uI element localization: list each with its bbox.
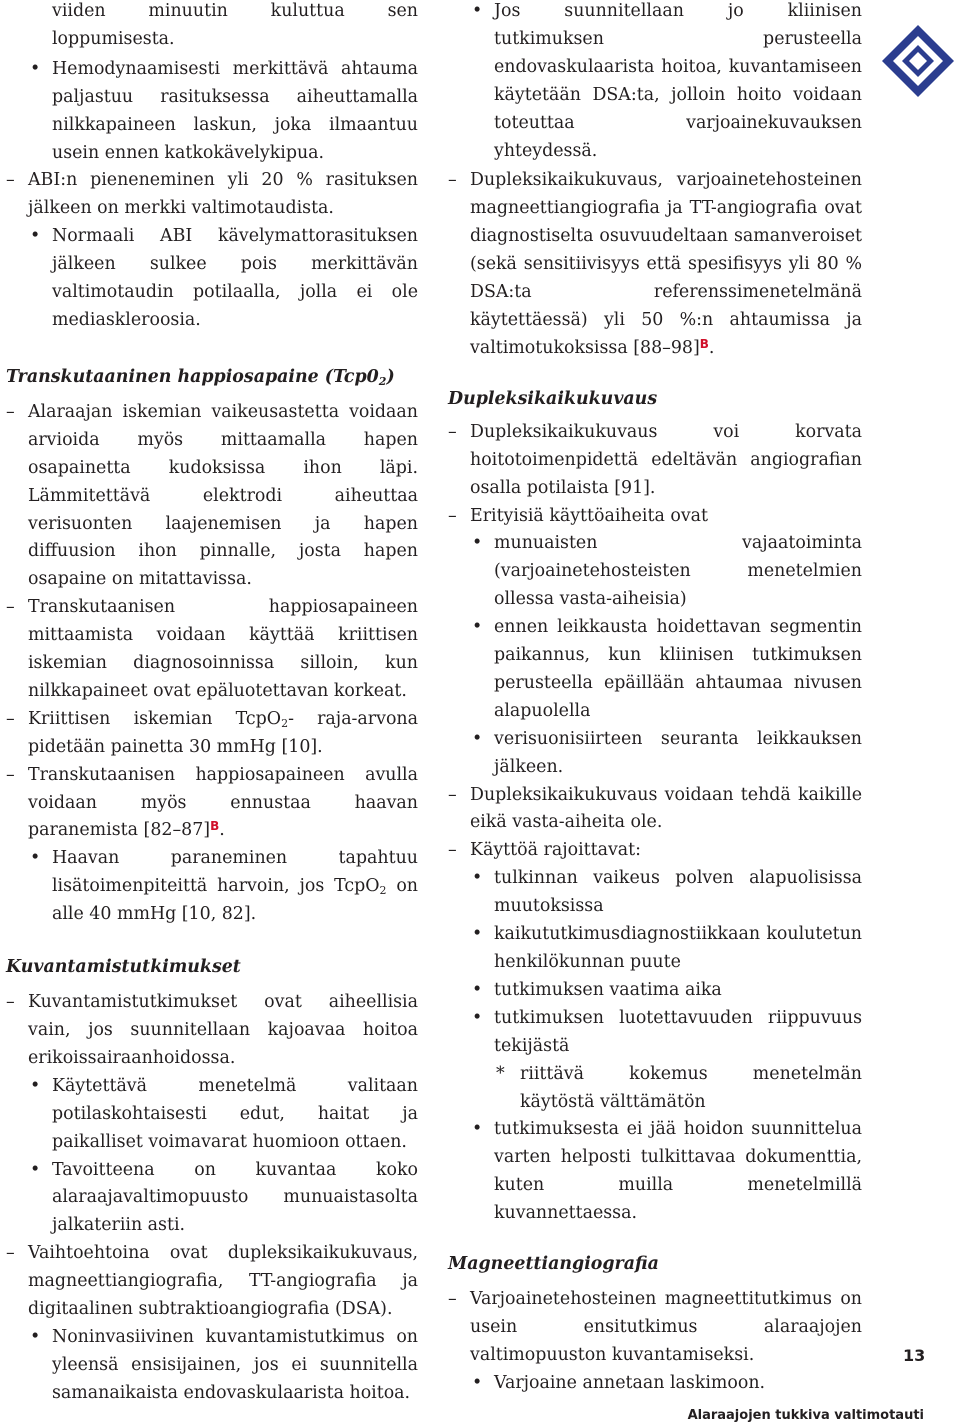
evidence-level-badge: B bbox=[699, 336, 709, 351]
dash-item: – Transkutaanisen happiosapaineen avulla voidaan myös ennustaa haavan paranemista [82–87]$^B$. bbox=[6, 764, 418, 841]
section-heading-mra: Magneettiangiografia bbox=[448, 1254, 659, 1275]
bullet-item: • Jos suunnitellaan jo kliinisen tutkimuksen perusteella endovaskulaarista hoitoa, kuvantamiseen käytetään DSA:ta, jolloin hoito voidaan toteuttaa varjoainekuvauksen yhteydessä. bbox=[472, 1, 862, 161]
running-title: Alaraajojen tukkiva valtimotauti bbox=[687, 1408, 924, 1423]
bullet-item: • munuaisten vajaatoiminta (varjoainetehosteisten menetelmien ollessa vasta-aiheisia) bbox=[472, 533, 862, 610]
bullet-item: • tutkimuksen luotettavuuden riippuvuus tekijästä bbox=[472, 1007, 862, 1056]
section-heading-imaging: Kuvantamistutkimukset bbox=[6, 957, 241, 978]
bullet-item: • Normaali ABI kävelymattorasituksen jälkeen sulkee pois merkittävän valtimotaudin potilaalla, jolla ei ole mediaskleroosia. bbox=[30, 226, 418, 330]
right-column bbox=[448, 0, 862, 1398]
bullet-item: • tutkimuksesta ei jää hoidon suunnittelua varten helposti tulkittavaa dokumenttia, kuten muilla menetelmillä kuvannettaessa. bbox=[472, 1119, 862, 1224]
dash-item: – Käyttöä rajoittavat: bbox=[448, 840, 642, 861]
bullet-item: • Noninvasiivinen kuvantamistutkimus on yleensä ensisijainen, jos ei suunnitella samanaikaista endovaskulaarista hoitoa. bbox=[30, 1326, 418, 1403]
diamond-logo-icon bbox=[881, 24, 955, 98]
bullet-item: • verisuonisiirteen seuranta leikkauksen jälkeen. bbox=[472, 728, 862, 777]
bullet-item: • tutkimuksen vaatima aika bbox=[472, 979, 722, 1000]
bullet-item: • tulkinnan vaikeus polven alapuolisissa muutoksissa bbox=[472, 868, 862, 917]
dash-item: – Dupleksikaikukuvaus, varjoainetehosteinen magneettiangiografia ja TT-angiografia ovat diagnostiselta osuvuudeltaan samanveroiset (sekä sensitiivisyys että spesifisyys yli 80 % DSA:ta referenssimenetelmänä käytettäessä) yli 50 %:n ahtaumissa ja valtimotukoksissa [88–98]$^B$. bbox=[448, 170, 862, 358]
bullet-item: • Käytettävä menetelmä valitaan potilaskohtaisesti edut, haitat ja paikalliset voimavarat huomioon ottaen. bbox=[30, 1075, 418, 1152]
bullet-item: • Hemodynaamisesti merkittävä ahtauma paljastuu rasituksessa aiheuttamalla nilkkapaineen laskun, joka ilmaantuu usein ennen katkokävelykipua. bbox=[30, 58, 418, 163]
dash-item: – Vaihtoehtoina ovat dupleksikaikukuvaus, magneettiangiografia, TT-angiografia ja digitaalinen subtraktioangiografia (DSA). bbox=[6, 1243, 418, 1320]
bullet-item: • ennen leikkausta hoidettavan segmentin paikannus, kun kliinisen tutkimuksen perusteella epäillään ahtaumaa nivusen alapuolella bbox=[472, 617, 862, 721]
bullet-item: • Haavan paraneminen tapahtuu lisätoimenpiteittä harvoin, jos TcpO$_2$ on alle 40 mmHg [10, 82]. bbox=[30, 848, 418, 925]
dash-item: – Kuvantamistutkimukset ovat aiheellisia vain, jos suunnitellaan kajoavaa hoitoa erikoissairaanhoidossa. bbox=[6, 992, 418, 1068]
bullet-item: • Varjoaine annetaan laskimoon. bbox=[472, 1372, 766, 1393]
section-heading-duplex: Dupleksikaikukuvaus bbox=[448, 388, 658, 409]
dash-item: – Kriittisen iskemian TcpO$_2$- raja-arvona pidetään painetta 30 mmHg [10]. bbox=[6, 708, 418, 757]
section-heading-tcpo2: Transkutaaninen happiosapaine $(Tcp0_2)$ bbox=[6, 366, 395, 388]
dash-item: – Erityisiä käyttöaiheita ovat bbox=[448, 505, 709, 526]
left-column bbox=[6, 0, 418, 1408]
dash-item: – Transkutaanisen happiosapaineen mittaamista voidaan käyttää kriittisen iskemian diagnosoinnissa silloin, kun nilkkapaineet ovat epäluotettavan korkeat. bbox=[6, 597, 418, 701]
dash-item: – Dupleksikaikukuvaus voidaan tehdä kaikille eikä vasta-aiheita ole. bbox=[448, 784, 862, 833]
bullet-item: • kaikututkimusdiagnostiikkaan koulutetun henkilökunnan puute bbox=[472, 924, 862, 972]
paragraph-continuation: viiden minuutin kuluttua sen loppumisesta. bbox=[52, 1, 418, 49]
page-number: 13 bbox=[903, 1346, 926, 1365]
dash-item: – ABI:n pieneneminen yli 20 % rasituksen jälkeen on merkki valtimotaudista. bbox=[6, 170, 418, 219]
sub-item: * riittävä kokemus menetelmän käytöstä välttämätön bbox=[496, 1063, 862, 1112]
bullet-item: • Tavoitteena on kuvantaa koko alaraajavaltimopuusto munuaistasolta jalkateriin asti. bbox=[30, 1159, 418, 1236]
dash-item: – Varjoainetehosteinen magneettitutkimus on usein ensitutkimus alaraajojen valtimopuuston kuvantamiseksi. bbox=[448, 1289, 862, 1365]
evidence-level-badge: B bbox=[210, 819, 220, 834]
dash-item: – Alaraajan iskemian vaikeusastetta voidaan arvioida myös mittaamalla hapen osapainetta kudoksissa ihon läpi. Lämmitettävä elektrodi aiheuttaa verisuonten laajenemisen ja hapen diffuusion ihon pinnalle, josta hapen osapaine on mitattavissa. bbox=[6, 401, 418, 590]
dash-item: – Dupleksikaikukuvaus voi korvata hoitotoimenpidettä edeltävän angiografian osalla potilaista [91]. bbox=[448, 421, 862, 498]
